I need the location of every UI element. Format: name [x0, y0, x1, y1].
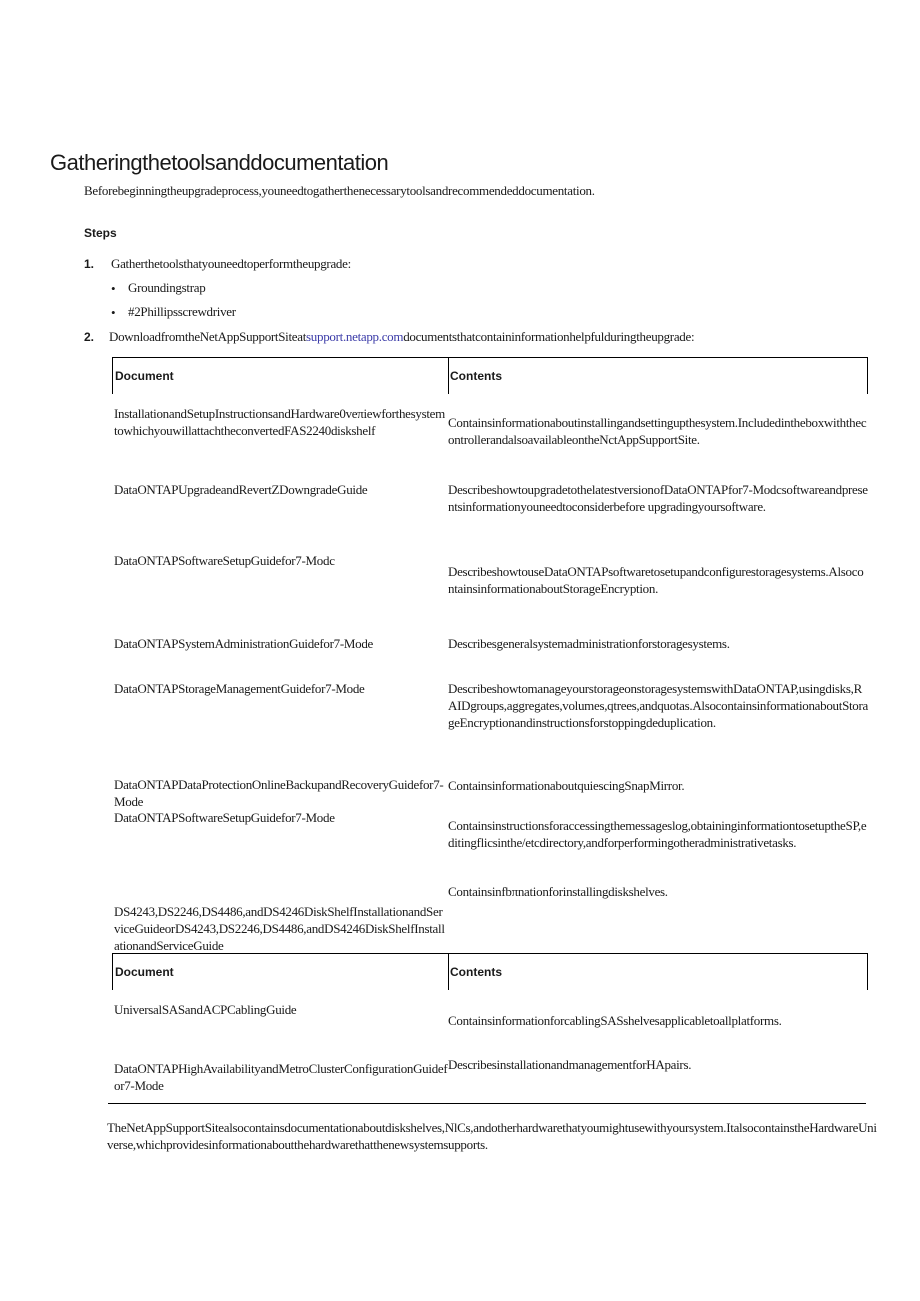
header-document: Document: [115, 965, 174, 979]
step-2-number: 2.: [84, 330, 95, 344]
intro-paragraph: Beforebeginningtheupgradeprocess,youneedtogatherthenecessarytoolsandrecommendeddocumentation.: [84, 183, 595, 198]
tool-item-grounding-strap: Groundingstrap: [128, 280, 206, 295]
column-divider: [448, 358, 449, 394]
table-cell-contents: Describesgeneralsystemadministrationforstoragesystems.: [448, 636, 730, 651]
steps-label: Steps: [84, 226, 117, 240]
table-cell-contents: Containsinformationaboutinstallingandsettingupthesystem.IncludedintheboxwiththecontrollerandalsoavailableontheNctAppSupportSite.: [448, 415, 867, 447]
table-cell-contents: DescribesinstallationandmanagementforHApairs.: [448, 1057, 692, 1072]
bullet-marker: •: [111, 305, 116, 320]
header-contents: Contents: [450, 965, 502, 979]
table-cell-document: DataONTAPHighAvailabilityandMetroClusterConfigurationGuidefor7-Mode: [114, 1061, 448, 1093]
column-divider: [448, 954, 449, 990]
documents-table-header: [112, 357, 868, 394]
table-cell-contents: DescribeshowtouseDataONTAPsoftwaretosetupandconfigurestoragesystems.AlsocontainsinformationaboutStorageEncryption.: [448, 564, 864, 596]
header-document: Document: [115, 369, 174, 383]
table-cell-document: DataONTAPUpgradeandRevertZDowngradeGuide: [114, 482, 368, 497]
bullet-marker: •: [111, 281, 116, 296]
table-cell-contents: Containsinstructionsforaccessingthemessageslog,obtaininginformationtosetuptheSP,editingflicsinthe/etcdirectory,andforperformingotheradministrativetasks.: [448, 818, 867, 850]
step-2-text-before: DownloadfromtheNetAppSupportSiteat: [109, 329, 307, 344]
table-cell-document: InstallationandSetupInstructionsandHardware0veπiewforthesystemtowhichyouwillattachtheconvertedFAS2240diskshelf: [114, 406, 445, 438]
step-1-number: 1.: [84, 257, 95, 271]
support-site-link[interactable]: support.netapp.com: [306, 329, 404, 344]
footer-paragraph: TheNetAppSupportSitealsocontainsdocumentationaboutdiskshelves,NlCs,andotherhardwarethatyoumightusewithyoursystem.ItalsocontainstheHardwareUniverse,whichprovidesinformationaboutthehardwarethatthenewsystemsupports.: [107, 1120, 877, 1152]
contents-text: DescribeshowtoupgradetothelatestversionofDataONTAPfor7-Modcsoftwareandpresentsinformationyouneedtoconsiderbefore upgradingyoursoftware.: [448, 482, 868, 514]
table-cell-contents: ContainsinformationforcablingSASshelvesapplicabletoallplatforms.: [448, 1013, 782, 1028]
table-cell-document: DataONTAPDataProtectionOnlineBackupandRecoveryGuidefor7-Mode: [114, 777, 444, 809]
step-2-text-after: documentsthatcontaininformationhelpfulduringtheupgrade:: [403, 329, 695, 344]
table-cell-document: DS4243,DS2246,DS4486,andDS4246DiskShelfInstallationandServiceGuideorDS4243,DS2246,DS4486,andDS4246DiskShelfInstallationandServiceGuide: [114, 904, 445, 953]
table-cell-document: DataONTAPSoftwareSetupGuidefor7-Mode: [114, 810, 335, 825]
page-title: Gatheringthetoolsanddocumentation: [50, 150, 389, 175]
table-cell-document: DataONTAPStorageManagementGuidefor7-Mode: [114, 681, 365, 696]
documents-table-header-continued: [112, 953, 868, 990]
step-1-text: Gatherthetoolsthatyouneedtoperformtheupgrade:: [111, 256, 351, 271]
table-cell-contents: DescribeshowtomanageyourstorageonstoragesystemswithDataONTAP,usingdisks,RAIDgroups,aggregates,volumes,qtrees,andquotas.AlsocontainsinformationaboutStorageEncryptionandinstructionsforstoppingdeduplication.: [448, 681, 869, 730]
table-cell-document: DataONTAPSoftwareSetupGuidefor7-Modc: [114, 553, 335, 568]
step-2-text: [109, 329, 694, 345]
header-contents: Contents: [450, 369, 502, 383]
table-bottom-rule: [108, 1103, 866, 1104]
table-cell-contents: [448, 481, 868, 515]
table-cell-contents: Containsinfbπnationforinstallingdiskshelves.: [448, 884, 668, 899]
tool-item-screwdriver: #2Phillipsscrewdriver: [128, 304, 236, 319]
table-cell-document: UniversalSASandACPCablingGuide: [114, 1002, 297, 1017]
table-cell-contents: ContainsinformationaboutquiescingSnapMirror.: [448, 778, 685, 793]
table-cell-document: DataONTAPSystemAdministrationGuidefor7-Mode: [114, 636, 374, 651]
